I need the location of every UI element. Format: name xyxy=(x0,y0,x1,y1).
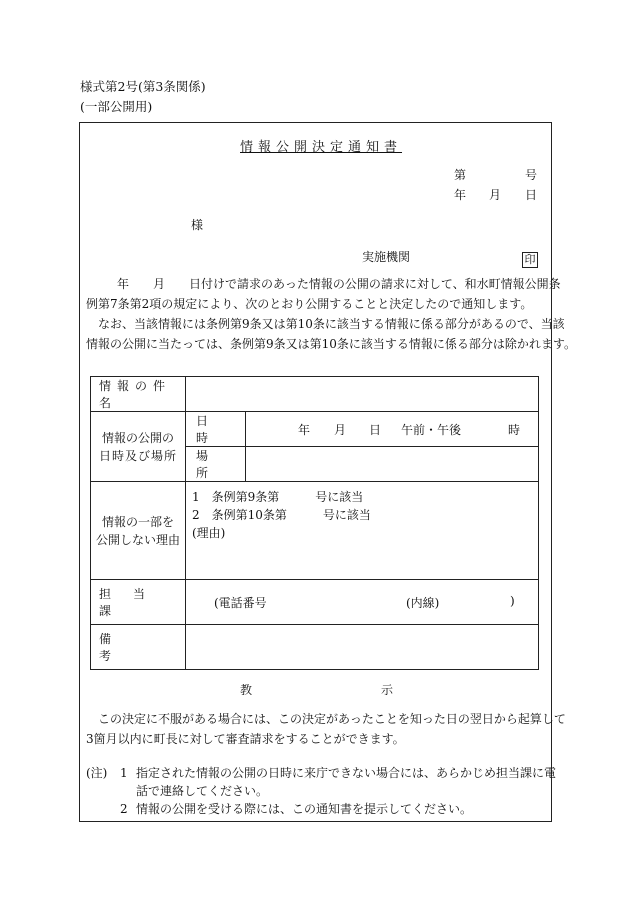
place-value-cell xyxy=(246,447,539,482)
instruction-line1: この決定に不服がある場合には、この決定があったことを知った日の翌日から起算して xyxy=(98,712,566,726)
body-para1-line1: 年 月 日付けで請求のあった情報の公開の請求に対して、和水町情報公開条 xyxy=(117,277,561,291)
body-para1-line2: 例第7条第2項の規定により、次のとおり公開することと決定したので通知します。 xyxy=(86,297,533,311)
datetime-label-cell xyxy=(186,412,246,447)
schedule-label-line2: 日時及び場所 xyxy=(98,448,177,463)
reason-item-1: 1 条例第9条第 号に該当 xyxy=(192,490,364,504)
note1-line1: 指定された情報の公開の日時に来庁できない場合には、あらかじめ担当課に電 xyxy=(136,766,557,780)
remarks-value-cell xyxy=(186,625,539,670)
name-label xyxy=(91,377,185,411)
number-dai: 第 xyxy=(454,168,467,182)
datetime-value-cell xyxy=(246,412,539,447)
note1-line2: 話で連絡してください。 xyxy=(136,784,269,798)
table-row-section xyxy=(91,580,539,625)
phone-close: ) xyxy=(510,594,515,608)
section-value-cell xyxy=(186,580,539,625)
datetime-day: 日 xyxy=(369,423,382,437)
table-row-name xyxy=(91,377,539,412)
name-value-cell xyxy=(186,377,539,412)
date-day: 日 xyxy=(525,188,538,202)
seal-mark xyxy=(522,248,538,268)
extension-label: (内線) xyxy=(406,596,440,610)
date-month: 月 xyxy=(489,188,502,202)
remarks-label: 備考 xyxy=(99,632,168,663)
date-year: 年 xyxy=(454,188,467,202)
body-para2-line2: 情報の公開に当たっては、条例第9条又は第10条に該当する情報に係る部分は除かれます。 xyxy=(86,337,576,351)
issuer-label: 実施機関 xyxy=(362,250,411,264)
section-label: 担当課 xyxy=(99,587,168,618)
form-usage: (一部公開用) xyxy=(80,99,153,114)
datetime-year: 年 xyxy=(298,423,311,437)
notes-label: (注) xyxy=(86,766,108,780)
section-label-cell xyxy=(91,580,186,625)
number-go: 号 xyxy=(525,168,538,182)
form-number: 様式第2号(第3条関係) xyxy=(80,79,206,94)
addressee-suffix: 様 xyxy=(191,218,204,232)
reason-label-line1: 情報の一部を xyxy=(101,514,174,529)
remarks-label-cell xyxy=(91,625,186,670)
table-row-remarks xyxy=(91,625,539,670)
phone-label: (電話番号 xyxy=(214,596,267,610)
place-label-cell xyxy=(186,447,246,482)
body-para2-line1: なお、当該情報には条例第9条又は第10条に該当する情報に係る部分があるので、当該 xyxy=(98,317,565,331)
document-title: 情報公開決定通知書 xyxy=(240,140,403,155)
name-label-text: 情報の件名 xyxy=(99,379,172,410)
reason-value-cell xyxy=(186,482,539,580)
datetime-label: 日時 xyxy=(196,414,235,445)
note2-text: 情報の公開を受ける際には、この通知書を提示してください。 xyxy=(136,802,473,816)
datetime-ampm: 午前・午後 xyxy=(401,423,462,437)
schedule-label-line1: 情報の公開の xyxy=(101,430,174,445)
name-label-cell xyxy=(91,377,186,412)
datetime-hour: 時 xyxy=(508,423,521,437)
reason-label-line2: 公開しない理由 xyxy=(95,532,180,547)
instruction-heading-right: 示 xyxy=(381,683,394,697)
datetime-month: 月 xyxy=(334,423,347,437)
note2-number: 2 xyxy=(120,802,128,816)
reason-note: (理由) xyxy=(192,526,226,540)
instruction-heading-left: 教 xyxy=(240,683,253,697)
table-row-datetime xyxy=(91,412,539,447)
info-table xyxy=(90,376,539,670)
instruction-line2: 3箇月以内に町長に対して審査請求をすることができます。 xyxy=(86,732,405,746)
place-label: 場所 xyxy=(196,449,235,480)
note1-number: 1 xyxy=(120,766,128,780)
schedule-label-cell xyxy=(91,412,186,482)
reason-label-cell xyxy=(91,482,186,580)
reason-item-2: 2 条例第10条第 号に該当 xyxy=(192,508,371,522)
table-row-reason xyxy=(91,482,539,580)
seal-text: 印 xyxy=(522,252,538,268)
